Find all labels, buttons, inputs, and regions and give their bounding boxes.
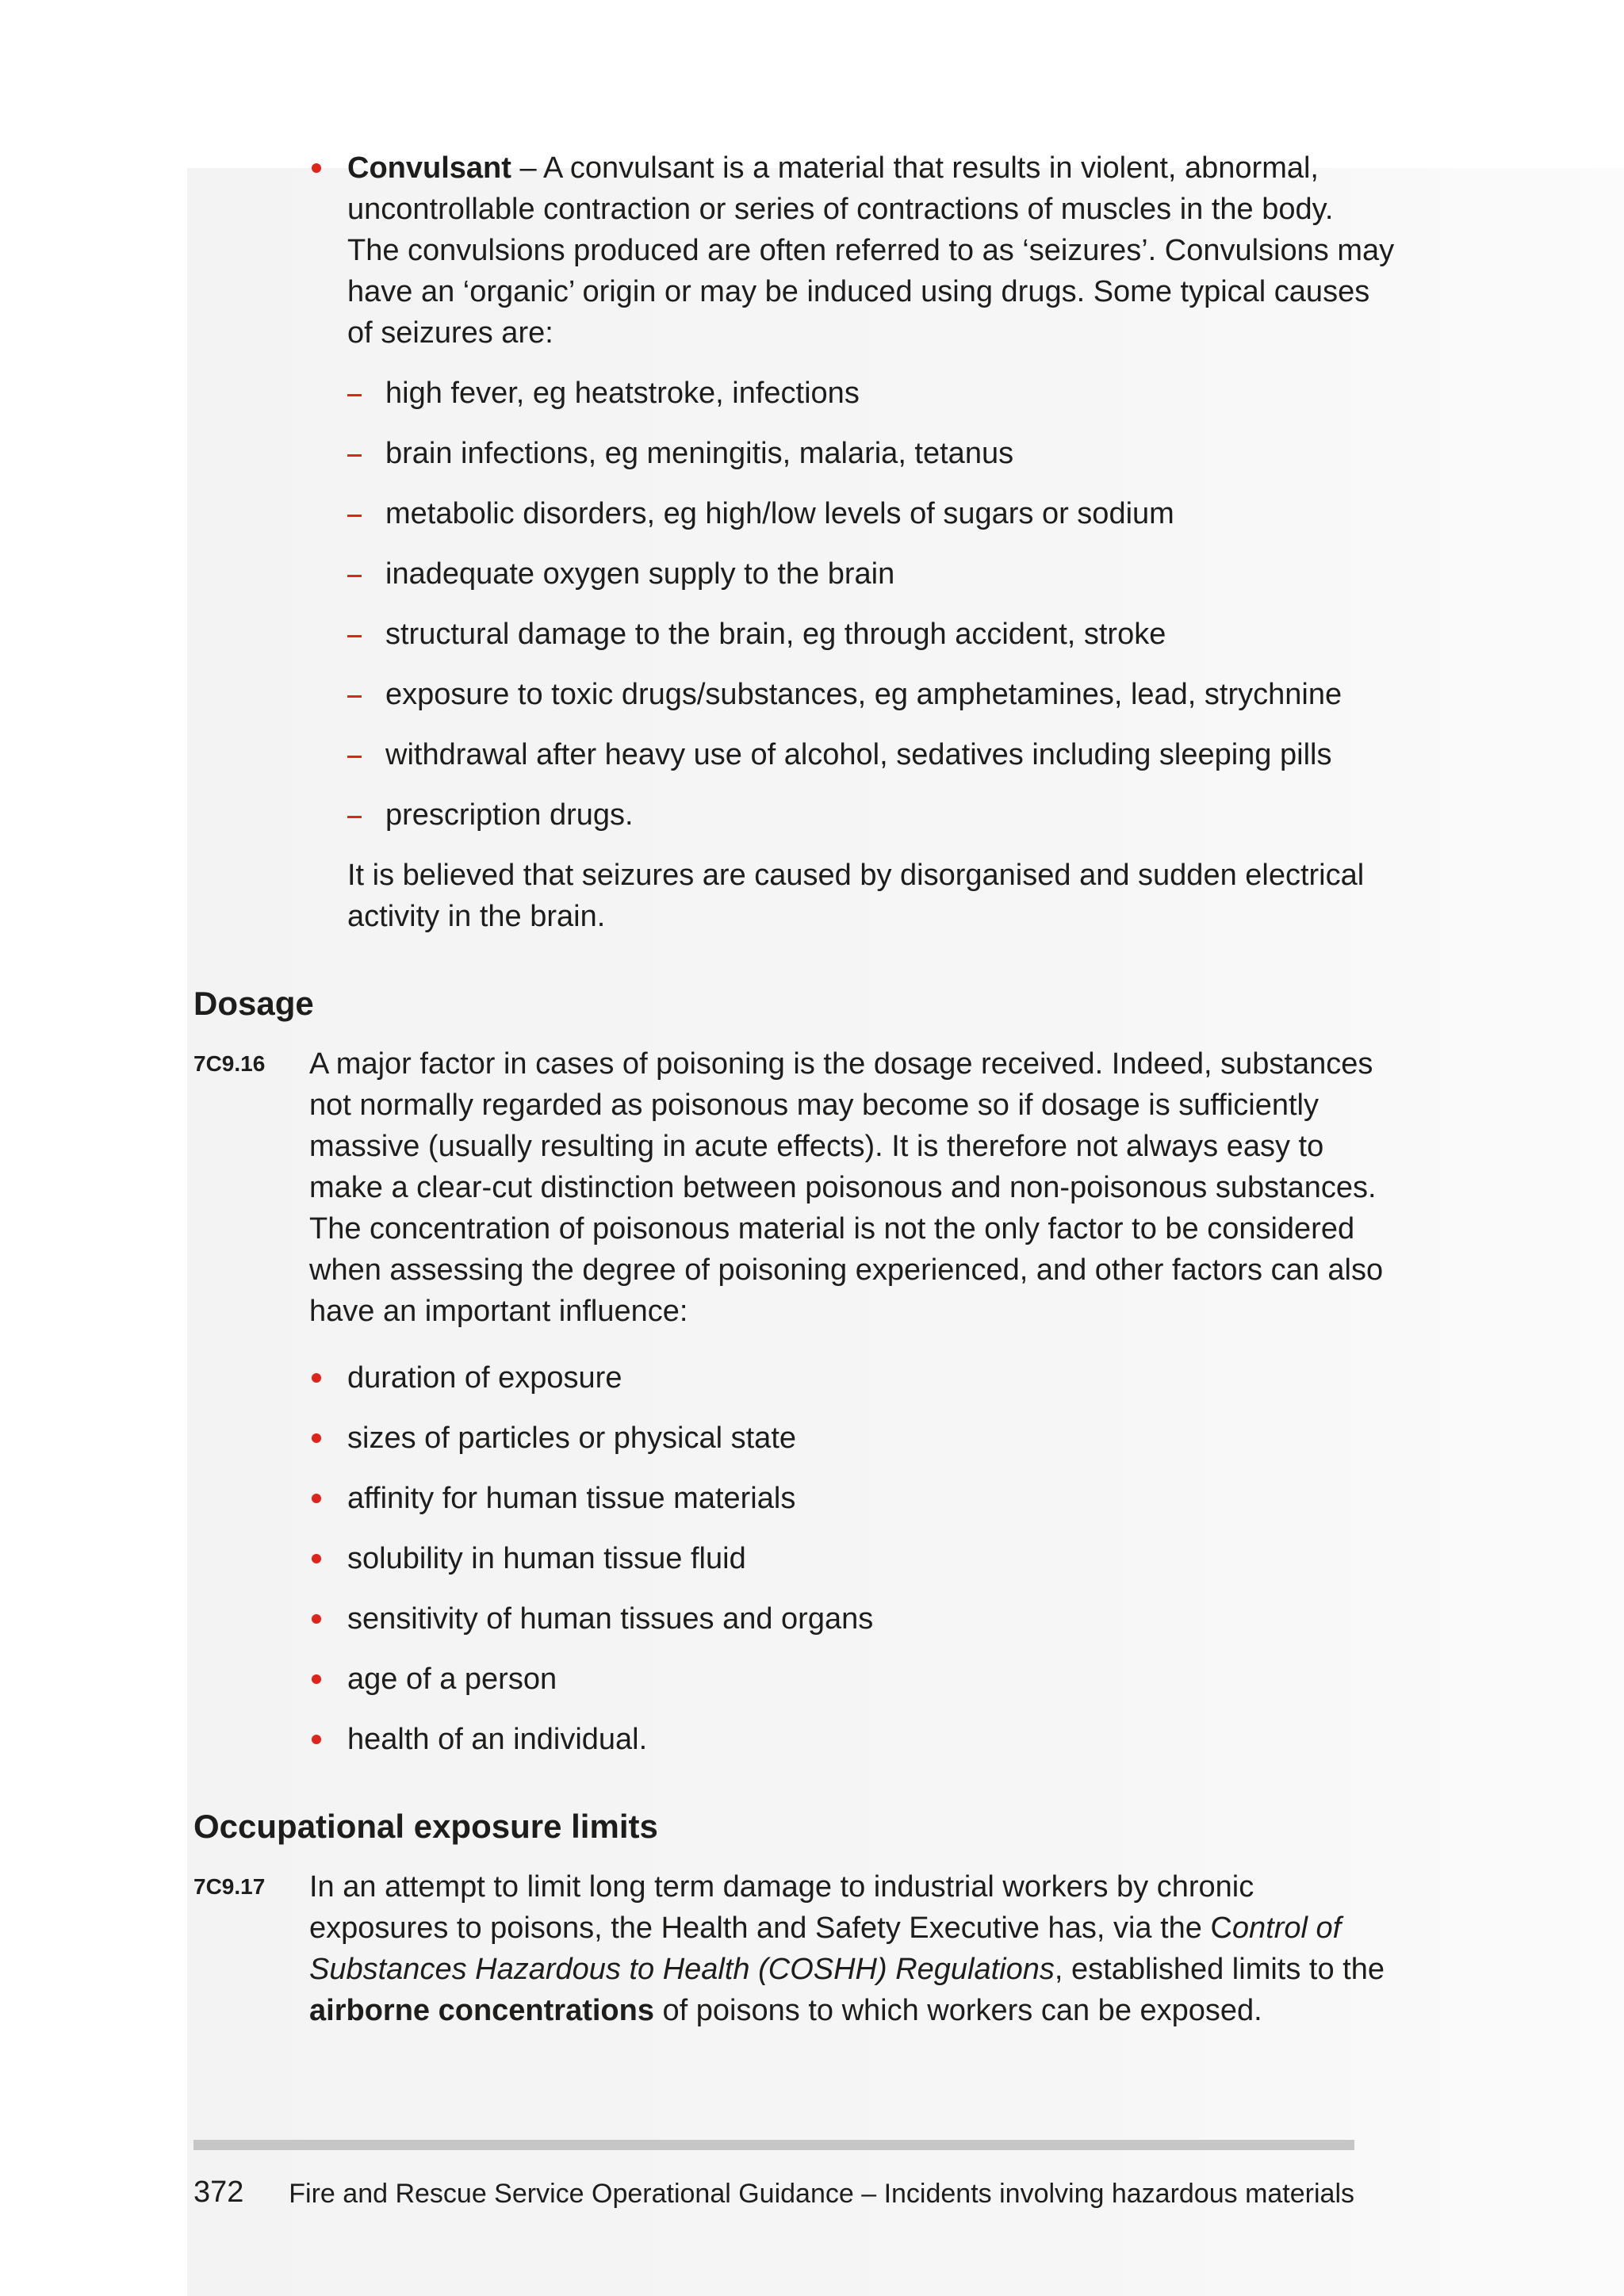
convulsant-line-2: uncontrollable contraction or series of contractions of muscles in the body. bbox=[347, 193, 1334, 226]
footer-title: Fire and Rescue Service Operational Guidance – Incidents involving hazardous materials bbox=[289, 2179, 1354, 2209]
bullet-icon bbox=[312, 1614, 321, 1624]
convulsant-line-4: have an ‘organic’ origin or may be induced using drugs. Some typical causes bbox=[347, 275, 1370, 308]
factor-item: duration of exposure bbox=[347, 1361, 622, 1395]
factor-item: age of a person bbox=[347, 1663, 557, 1696]
factor-item: affinity for human tissue materials bbox=[347, 1482, 796, 1515]
dosage-line-7: have an important influence: bbox=[309, 1295, 688, 1328]
dosage-line-4: make a clear-cut distinction between poisonous and non-poisonous substances. bbox=[309, 1171, 1377, 1204]
convulsant-term: Convulsant bbox=[347, 151, 511, 185]
dosage-line-2: not normally regarded as poisonous may become so if dosage is sufficiently bbox=[309, 1089, 1319, 1122]
oel-line-3: Substances Hazardous to Health (COSHH) Regulations, established limits to the bbox=[309, 1953, 1385, 1986]
paragraph-number: 7C9.17 bbox=[193, 1874, 266, 1899]
dash-icon bbox=[347, 695, 362, 698]
dash-icon bbox=[347, 394, 362, 396]
oel-line-4: airborne concentrations of poisons to which workers can be exposed. bbox=[309, 1994, 1262, 2027]
dash-icon bbox=[347, 575, 362, 577]
convulsant-closing-2: activity in the brain. bbox=[347, 900, 606, 933]
bullet-icon bbox=[312, 1494, 321, 1503]
factor-item: health of an individual. bbox=[347, 1723, 648, 1756]
convulsant-closing-1: It is believed that seizures are caused by disorganised and sudden electrical bbox=[347, 859, 1365, 892]
dosage-line-3: massive (usually resulting in acute effects). It is therefore not always easy to bbox=[309, 1130, 1324, 1163]
factor-item: sensitivity of human tissues and organs bbox=[347, 1602, 874, 1636]
section-heading-dosage: Dosage bbox=[193, 985, 314, 1022]
dash-icon bbox=[347, 816, 362, 818]
cause-item: high fever, eg heatstroke, infections bbox=[385, 377, 860, 410]
paragraph-number: 7C9.16 bbox=[193, 1051, 266, 1076]
page-number: 372 bbox=[193, 2175, 244, 2209]
dash-icon bbox=[347, 515, 362, 517]
cause-item: structural damage to the brain, eg through accident, stroke bbox=[385, 618, 1166, 651]
bullet-icon bbox=[312, 163, 321, 173]
bullet-icon bbox=[312, 1373, 321, 1383]
footer-rule bbox=[193, 2140, 1354, 2150]
section-heading-oel: Occupational exposure limits bbox=[193, 1808, 658, 1845]
dash-icon bbox=[347, 756, 362, 758]
factor-item: solubility in human tissue fluid bbox=[347, 1542, 746, 1575]
dash-icon bbox=[347, 454, 362, 457]
dosage-line-6: when assessing the degree of poisoning experienced, and other factors can also bbox=[309, 1253, 1384, 1287]
bullet-icon bbox=[312, 1554, 321, 1563]
factor-item: sizes of particles or physical state bbox=[347, 1422, 797, 1455]
cause-item: brain infections, eg meningitis, malaria, tetanus bbox=[385, 437, 1014, 470]
dosage-line-5: The concentration of poisonous material is not the only factor to be considered bbox=[309, 1212, 1355, 1246]
cause-item: metabolic disorders, eg high/low levels of sugars or sodium bbox=[385, 497, 1174, 530]
oel-line-2: exposures to poisons, the Health and Safety Executive has, via the Control of bbox=[309, 1911, 1342, 1945]
oel-line-1: In an attempt to limit long term damage to industrial workers by chronic bbox=[309, 1870, 1254, 1904]
convulsant-line-5: of seizures are: bbox=[347, 316, 553, 350]
dosage-line-1: A major factor in cases of poisoning is the dosage received. Indeed, substances bbox=[309, 1047, 1373, 1081]
dash-icon bbox=[347, 635, 362, 637]
convulsant-line-3: The convulsions produced are often referred to as ‘seizures’. Convulsions may bbox=[347, 234, 1395, 267]
convulsant-line-1: Convulsant – A convulsant is a material that results in violent, abnormal, bbox=[347, 151, 1319, 185]
bullet-icon bbox=[312, 1735, 321, 1744]
cause-item: withdrawal after heavy use of alcohol, sedatives including sleeping pills bbox=[385, 738, 1332, 771]
bullet-icon bbox=[312, 1674, 321, 1684]
cause-item: exposure to toxic drugs/substances, eg amphetamines, lead, strychnine bbox=[385, 678, 1342, 711]
bullet-icon bbox=[312, 1433, 321, 1443]
cause-item: inadequate oxygen supply to the brain bbox=[385, 557, 895, 591]
cause-item: prescription drugs. bbox=[385, 798, 634, 832]
